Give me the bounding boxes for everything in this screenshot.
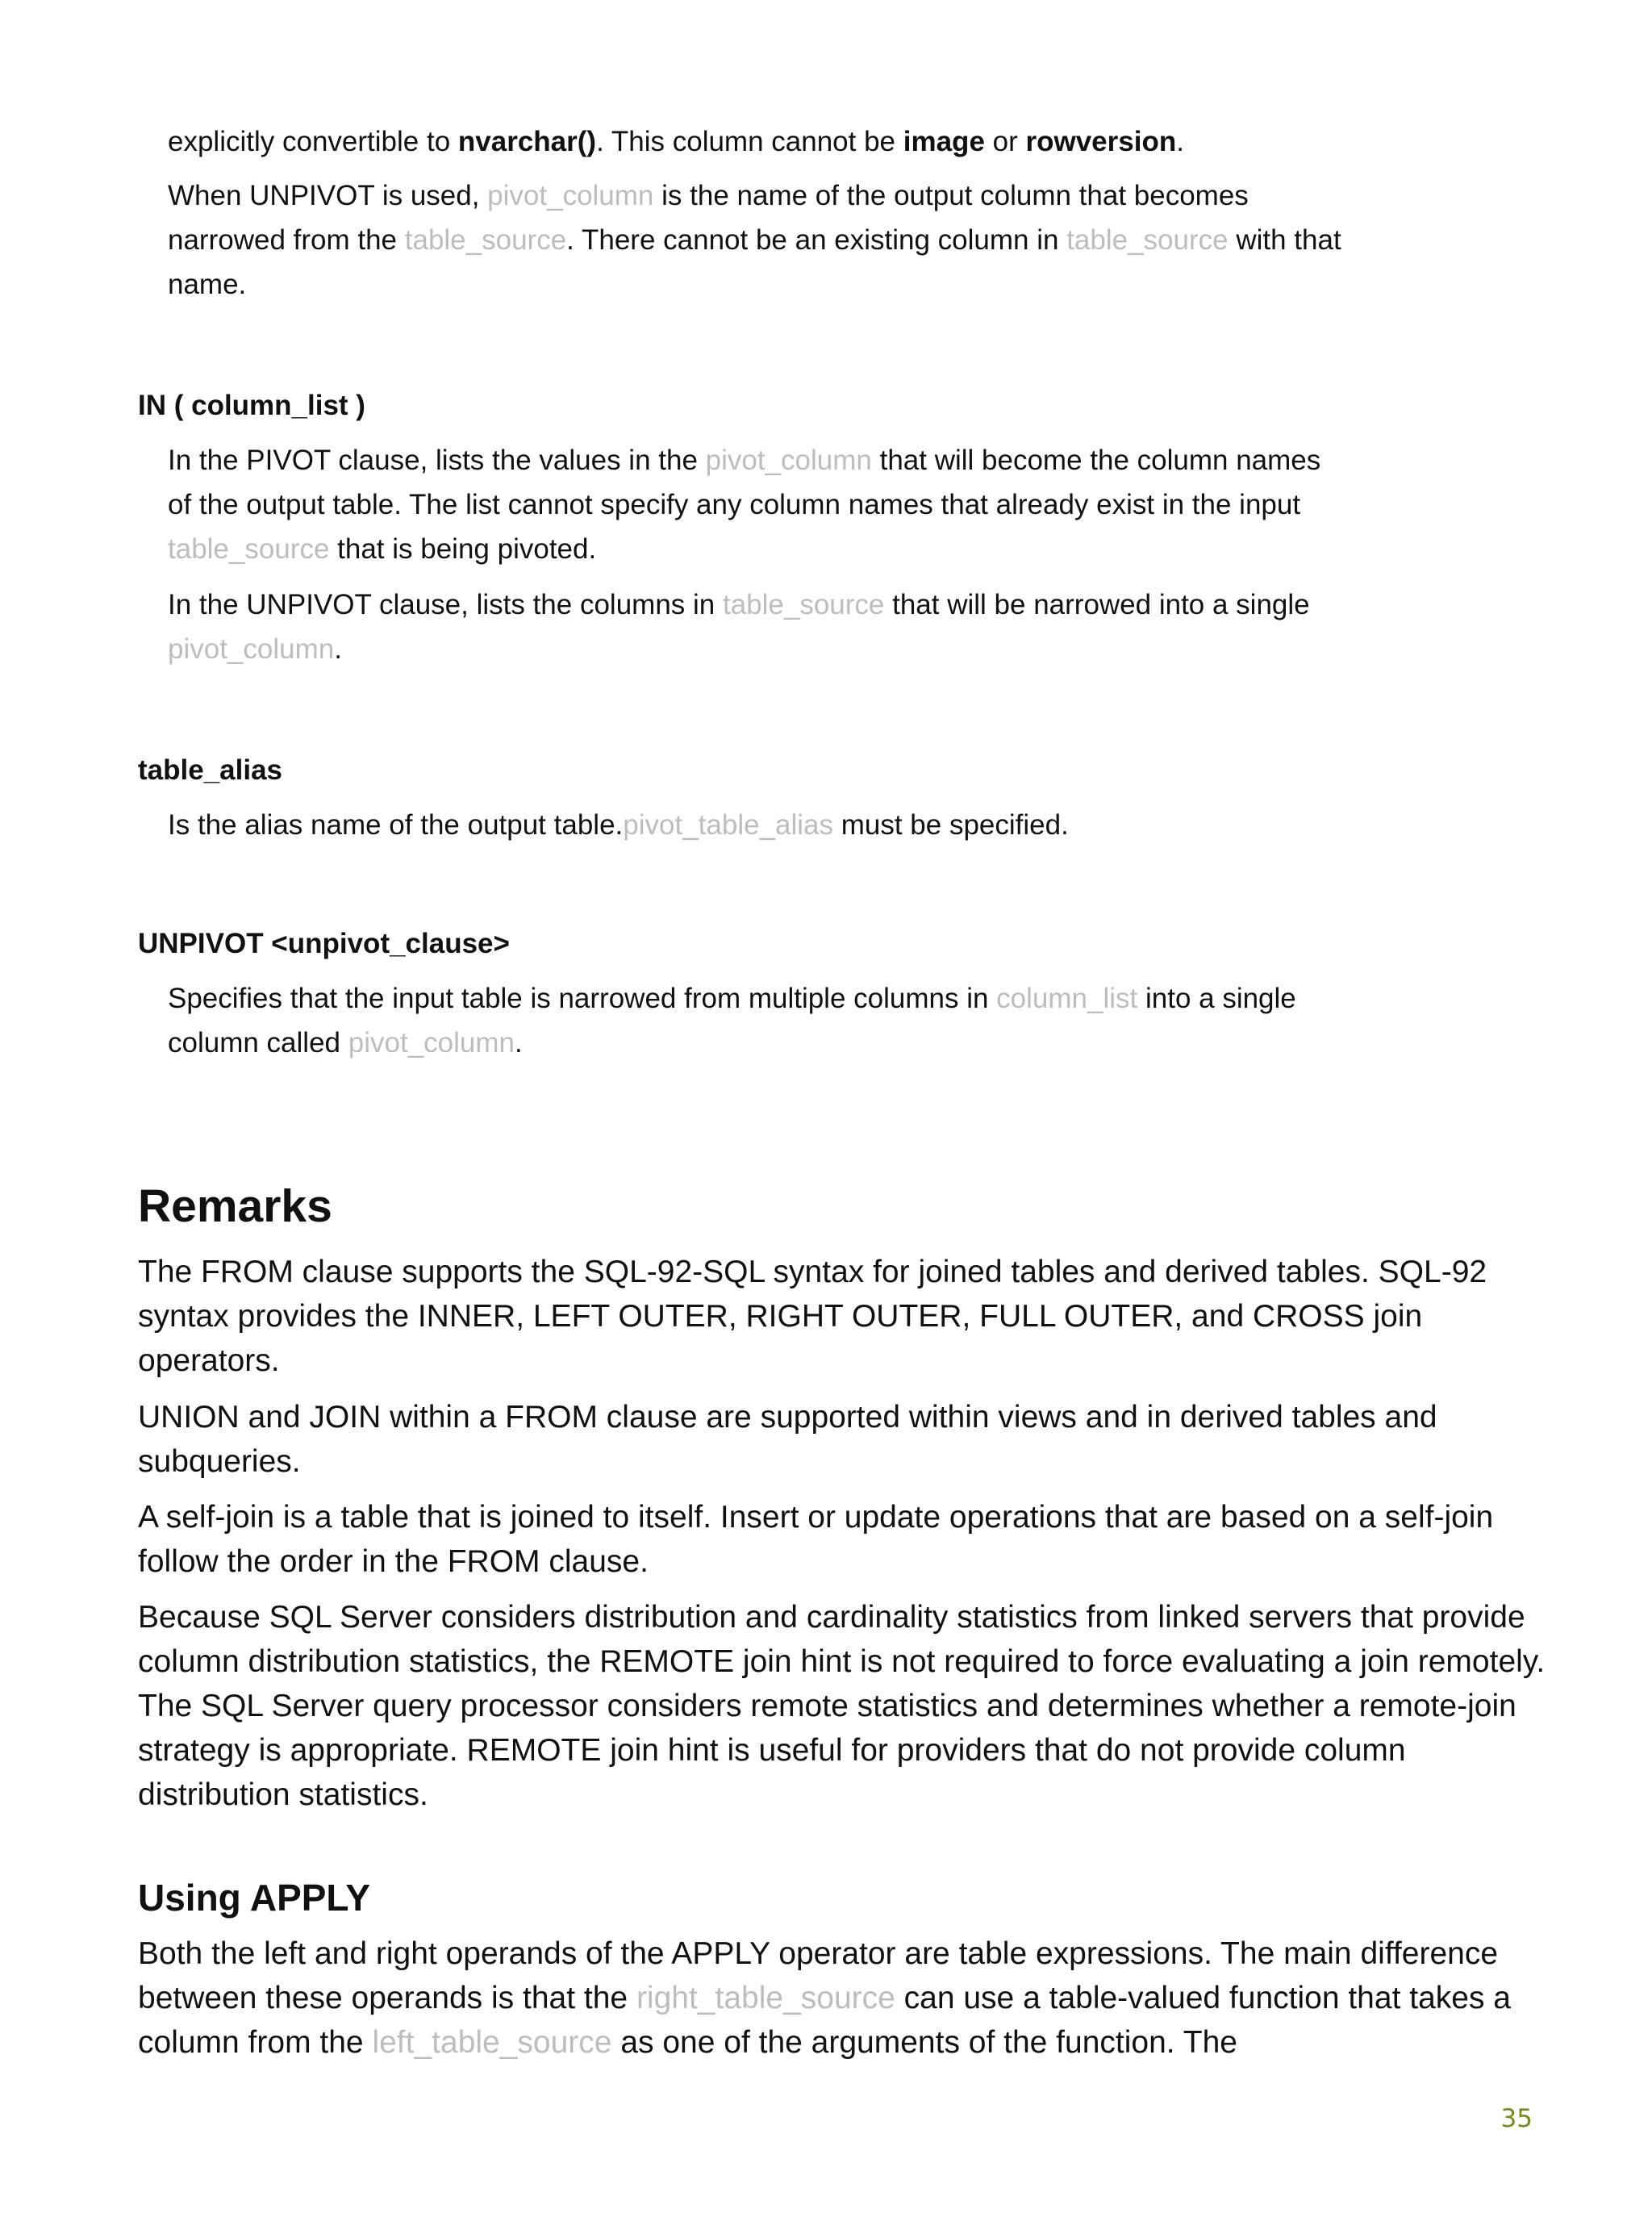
paragraph-table-alias: Is the alias name of the output table.pivot_table_alias must be specified. xyxy=(168,809,1069,841)
term-in-column-list: IN ( column_list ) xyxy=(138,390,365,421)
ref-pivot-column: pivot_column xyxy=(168,633,335,665)
paragraph-in-unpivot: In the UNPIVOT clause, lists the columns in table_source that will be narrowed into a single pivot_column. xyxy=(168,589,1310,665)
ref-pivot-column: pivot_column xyxy=(487,180,654,211)
ref-table-source: table_source xyxy=(722,589,885,620)
ref-table-source: table_source xyxy=(1066,224,1229,256)
heading-using-apply: Using APPLY xyxy=(138,1877,370,1919)
paragraph-convertible: explicitly convertible to nvarchar(). This column cannot be image or rowversion. xyxy=(168,126,1184,157)
paragraph-unpivot-clause: Specifies that the input table is narrowed from multiple columns in column_list into a single column called pivot_column. xyxy=(168,983,1296,1059)
heading-remarks: Remarks xyxy=(138,1180,332,1232)
page-number: 35 xyxy=(1500,2104,1533,2133)
paragraph-apply: Both the left and right operands of the APPLY operator are table expressions. The main difference between these operands is that the right_table_source can use a table-valued function that takes a column from the left_table_source as one of the arguments of the function. The xyxy=(138,1936,1511,2060)
term-unpivot-clause: UNPIVOT <unpivot_clause> xyxy=(138,928,510,959)
term-table-alias: table_alias xyxy=(138,754,282,786)
ref-right-table-source: right_table_source xyxy=(636,1981,895,2015)
paragraph-in-pivot: In the PIVOT clause, lists the values in the pivot_column that will become the column names of the output table. The list cannot specify any column names that already exist in the input table_source that is being pivoted. xyxy=(168,445,1321,565)
paragraph-unpivot-used: When UNPIVOT is used, pivot_column is the name of the output column that becomes narrowed from the table_source. There cannot be an existing column in table_source with that name. xyxy=(168,180,1341,300)
ref-column-list: column_list xyxy=(996,983,1138,1014)
ref-table-source: table_source xyxy=(404,224,567,256)
paragraph-remarks-remote: Because SQL Server considers distribution and cardinality statistics from linked servers that provide column distribution statistics, the REMOTE join hint is not required to force evaluating a join remotely. The SQL Server query processor considers remote statistics and determines whether a remote-join strategy is appropriate. REMOTE join hint is useful for providers that do not provide column distribution statistics. xyxy=(138,1600,1546,1812)
paragraph-remarks-from: The FROM clause supports the SQL-92-SQL syntax for joined tables and derived tables. SQL-92 syntax provides the INNER, LEFT OUTER, RIGHT OUTER, FULL OUTER, and CROSS join operators. xyxy=(138,1255,1487,1378)
ref-pivot-table-alias: pivot_table_alias xyxy=(623,809,834,841)
ref-pivot-column: pivot_column xyxy=(705,445,872,476)
paragraph-remarks-union: UNION and JOIN within a FROM clause are supported within views and in derived tables and subqueries. xyxy=(138,1400,1437,1479)
ref-pivot-column: pivot_column xyxy=(348,1027,515,1059)
ref-left-table-source: left_table_source xyxy=(372,2025,612,2060)
paragraph-remarks-self-join: A self-join is a table that is joined to itself. Insert or update operations that are based on a self-join follow the order in the FROM clause. xyxy=(138,1500,1494,1579)
ref-table-source: table_source xyxy=(168,533,330,565)
